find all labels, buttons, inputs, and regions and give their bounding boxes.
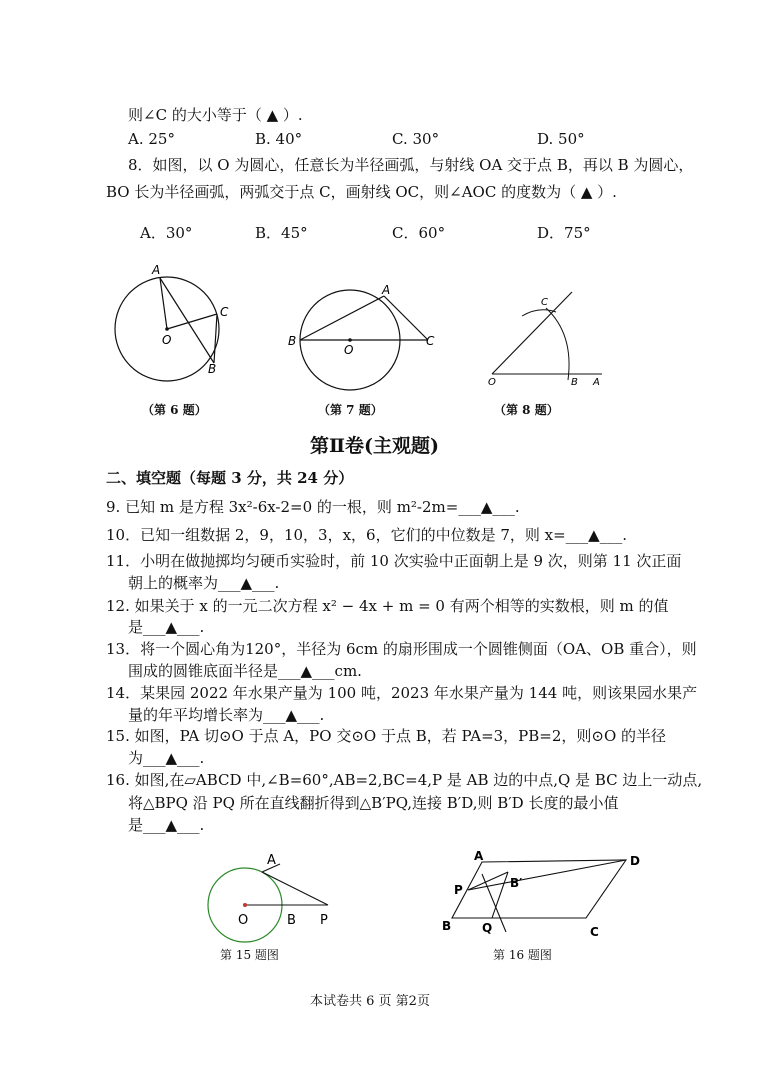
- fig6-caption: （第 6 题）: [142, 403, 207, 417]
- question-14-line1: 14．某果园 2022 年水果产量为 100 吨，2023 年水果产量为 144 吨，则该果园水果产: [106, 684, 698, 702]
- question-10: 10．已知一组数据 2，9，10，3，x，6，它们的中位数是 7，则 x=___▲___.: [106, 526, 627, 544]
- question-16-line2: 将△BPQ 沿 PQ 所在直线翻折得到△B′PQ,连接 B′D,则 B′D 长度的最小值: [128, 794, 619, 812]
- page-footer: 本试卷共 6 页 第2页: [310, 994, 430, 1009]
- fig15-label-p: P: [320, 913, 328, 928]
- section-title: 第Ⅱ卷(主观题): [310, 435, 439, 457]
- q8-line2: BO 长为半径画弧，两弧交于点 C，画射线 OC，则∠AOC 的度数为（ ▲ ）.: [106, 183, 617, 201]
- question-15-line2: 为___▲___.: [128, 749, 205, 767]
- q8-option-d: D．75°: [537, 224, 591, 242]
- figure-6: [110, 262, 240, 377]
- fig8-label-o: O: [488, 377, 496, 388]
- fig8-label-c: C: [541, 297, 548, 308]
- q8-option-b: B．45°: [255, 224, 308, 242]
- fig7-caption: （第 7 题）: [318, 403, 383, 417]
- fig8-label-b: B: [571, 377, 578, 388]
- figure-7: [288, 282, 448, 392]
- fig8-label-a: A: [593, 377, 600, 388]
- question-16-line3: 是___▲___.: [128, 816, 205, 834]
- q8-line1: 8．如图，以 O 为圆心，任意长为半径画弧，与射线 OA 交于点 B，再以 B 为圆心，: [128, 156, 694, 174]
- question-12-line2: 是___▲___.: [128, 618, 205, 636]
- fig16-label-p: P: [454, 883, 463, 897]
- q8-option-a: A．30°: [140, 224, 193, 242]
- q7-option-c: C. 30°: [392, 130, 440, 148]
- fig7-label-b: B: [288, 334, 297, 348]
- q8-option-c: C．60°: [392, 224, 446, 242]
- fig16-label-c: C: [590, 925, 599, 939]
- fig6-label-a: A: [152, 263, 161, 277]
- fig16-label-a: A: [474, 849, 484, 863]
- fig15-label-b: B: [287, 913, 296, 928]
- figure-16: [440, 848, 670, 943]
- fig16-label-d: D: [630, 854, 640, 868]
- fig7-label-c: C: [426, 334, 435, 348]
- fig8-caption: （第 8 题）: [494, 403, 559, 417]
- fig15-label-a: A: [267, 853, 276, 868]
- fig6-label-o: O: [162, 333, 172, 347]
- question-13-line1: 13．将一个圆心角为120°，半径为 6cm 的扇形围成一个圆锥侧面（OA、OB 重合），则: [106, 640, 697, 658]
- question-11-line2: 朝上的概率为___▲___.: [128, 574, 280, 592]
- question-13-line2: 围成的圆锥底面半径是___▲___cm.: [128, 662, 362, 680]
- fig7-label-a: A: [382, 283, 391, 297]
- question-15-line1: 15. 如图，PA 切⊙O 于点 A，PO 交⊙O 于点 B，若 PA=3，PB=2，则⊙O 的半径: [106, 727, 667, 745]
- question-12-line1: 12. 如果关于 x 的一元二次方程 x² − 4x + m = 0 有两个相等的实数根，则 m 的值: [106, 597, 669, 615]
- fig16-label-b-prime: B′: [510, 876, 523, 890]
- fig15-caption: 第 15 题图: [220, 948, 279, 962]
- question-11-line1: 11．小明在做抛掷均匀硬币实验时，前 10 次实验中正面朝上是 9 次，则第 11 次正面: [106, 552, 682, 570]
- figure-8: [484, 288, 614, 388]
- q7-option-a: A. 25°: [128, 130, 175, 148]
- fig16-caption: 第 16 题图: [493, 948, 552, 962]
- figure-15: [200, 850, 350, 945]
- fig16-label-b: B: [442, 919, 452, 933]
- fig7-label-o: O: [344, 343, 354, 357]
- q7-tail: 则∠C 的大小等于（ ▲ ）.: [128, 106, 303, 124]
- question-16-line1: 16. 如图,在▱ABCD 中,∠B=60°,AB=2,BC=4,P 是 AB 边的中点,Q 是 BC 边上一动点,: [106, 771, 703, 789]
- fig6-label-b: B: [208, 362, 217, 376]
- fig16-label-q: Q: [482, 921, 493, 935]
- q7-option-d: D. 50°: [537, 130, 585, 148]
- fig15-label-o: O: [238, 913, 249, 928]
- fig6-label-c: C: [220, 305, 229, 319]
- question-9: 9. 已知 m 是方程 3x²-6x-2=0 的一根，则 m²-2m=___▲___.: [106, 498, 520, 516]
- question-14-line2: 量的年平均增长率为___▲___.: [128, 706, 325, 724]
- q7-option-b: B. 40°: [255, 130, 303, 148]
- section2-heading: 二、填空题（每题 3 分，共 24 分）: [106, 469, 354, 487]
